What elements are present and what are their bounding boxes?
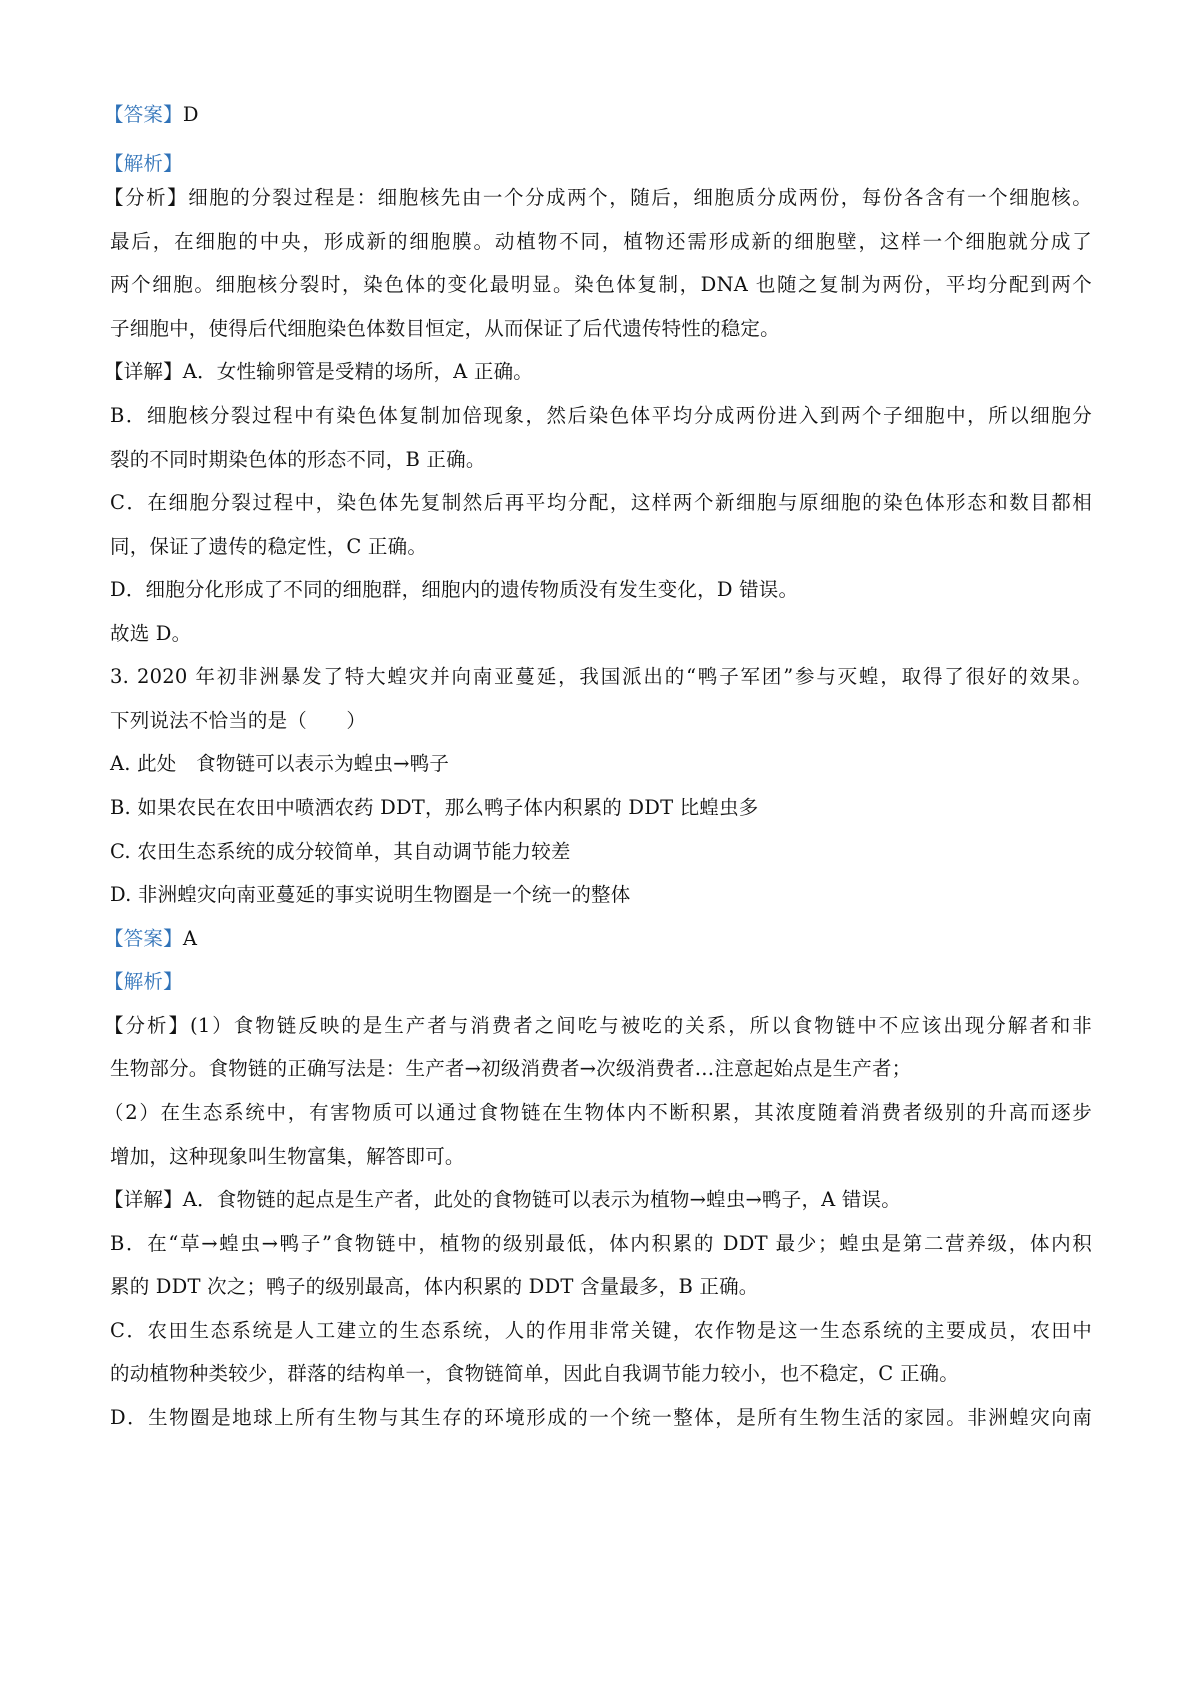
answer-label: 【答案】 <box>104 103 183 126</box>
q3-analysis-label: 【解析】 <box>104 970 183 993</box>
q3-option-c: C. 农田生态系统的成分较简单，其自动调节能力较差 <box>110 840 571 863</box>
q3-xiangjie-line: 累的 DDT 次之；鸭子的级别最高，体内积累的 DDT 含量最多，B 正确。 <box>110 1275 759 1298</box>
q3-answer <box>104 924 1092 954</box>
q2-analysis-label: 【解析】 <box>104 152 183 175</box>
q2-fenxi-line: 最后，在细胞的中央，形成新的细胞膜。动植物不同，植物还需形成新的细胞壁，这样一个细胞就分成了 <box>110 230 1092 253</box>
q2-xiangjie-line: 【详解】A．女性输卵管是受精的场所，A 正确。 <box>104 360 533 383</box>
q3-xiangjie-line: B．在“草→蝗虫→鸭子”食物链中，植物的级别最低，体内积累的 DDT 最少；蝗虫是第二营养级，体内积 <box>110 1232 1092 1255</box>
q3-xiangjie-line: 【详解】A．食物链的起点是生产者，此处的食物链可以表示为植物→蝗虫→鸭子，A 错误。 <box>104 1188 901 1211</box>
q2-fenxi-line: 【分析】细胞的分裂过程是：细胞核先由一个分成两个，随后，细胞质分成两份，每份各含有一个细胞核。 <box>104 186 1092 209</box>
q2-xiangjie-line: 同，保证了遗传的稳定性，C 正确。 <box>110 535 428 558</box>
q2-answer <box>104 100 1092 130</box>
q3-xiangjie-line: D．生物圈是地球上所有生物与其生存的环境形成的一个统一整体，是所有生物生活的家园。非洲蝗灾向南 <box>110 1406 1092 1429</box>
answer-value: A <box>182 927 198 950</box>
q2-xiangjie-line: C．在细胞分裂过程中，染色体先复制然后再平均分配，这样两个新细胞与原细胞的染色体形态和数目都相 <box>110 491 1092 514</box>
q3-xiangjie-line: C．农田生态系统是人工建立的生态系统，人的作用非常关键，农作物是这一生态系统的主要成员，农田中 <box>110 1319 1092 1342</box>
q3-fenxi-line: （2）在生态系统中，有害物质可以通过食物链在生物体内不断积累，其浓度随着消费者级别的升高而逐步 <box>104 1101 1092 1124</box>
q3-fenxi-line: 生物部分。食物链的正确写法是：生产者→初级消费者→次级消费者…注意起始点是生产者； <box>110 1057 912 1080</box>
q3-option-a: A. 此处 食物链可以表示为蝗虫→鸭子 <box>110 752 450 775</box>
q2-xiangjie-line: B．细胞核分裂过程中有染色体复制加倍现象，然后染色体平均分成两份进入到两个子细胞中，所以细胞分 <box>110 404 1092 427</box>
answer-label: 【答案】 <box>104 927 183 950</box>
q3-fenxi-line: 【分析】(1）食物链反映的是生产者与消费者之间吃与被吃的关系，所以食物链中不应该出现分解者和非 <box>104 1014 1092 1037</box>
q3-stem-line: 3. 2020 年初非洲暴发了特大蝗灾并向南亚蔓延，我国派出的“鸭子军团”参与灭蝗，取得了很好的效果。 <box>110 665 1092 688</box>
q2-conclusion: 故选 D。 <box>110 622 192 645</box>
q3-fenxi-line: 增加，这种现象叫生物富集，解答即可。 <box>110 1145 465 1168</box>
q2-xiangjie-line: D．细胞分化形成了不同的细胞群，细胞内的遗传物质没有发生变化，D 错误。 <box>110 578 799 601</box>
q3-option-d: D. 非洲蝗灾向南亚蔓延的事实说明生物圈是一个统一的整体 <box>110 883 631 906</box>
q3-stem-line: 下列说法不恰当的是（ ） <box>110 709 367 732</box>
q2-xiangjie-line: 裂的不同时期染色体的形态不同，B 正确。 <box>110 448 486 471</box>
q3-xiangjie-line: 的动植物种类较少，群落的结构单一，食物链简单，因此自我调节能力较小，也不稳定，C 正确。 <box>110 1362 959 1385</box>
q2-fenxi-line: 两个细胞。细胞核分裂时，染色体的变化最明显。染色体复制，DNA 也随之复制为两份，平均分配到两个 <box>110 273 1092 296</box>
q3-option-b: B. 如果农民在农田中喷洒农药 DDT，那么鸭子体内积累的 DDT 比蝗虫多 <box>110 796 759 819</box>
answer-value: D <box>182 103 199 126</box>
q2-fenxi-line: 子细胞中，使得后代细胞染色体数目恒定，从而保证了后代遗传特性的稳定。 <box>110 317 780 340</box>
